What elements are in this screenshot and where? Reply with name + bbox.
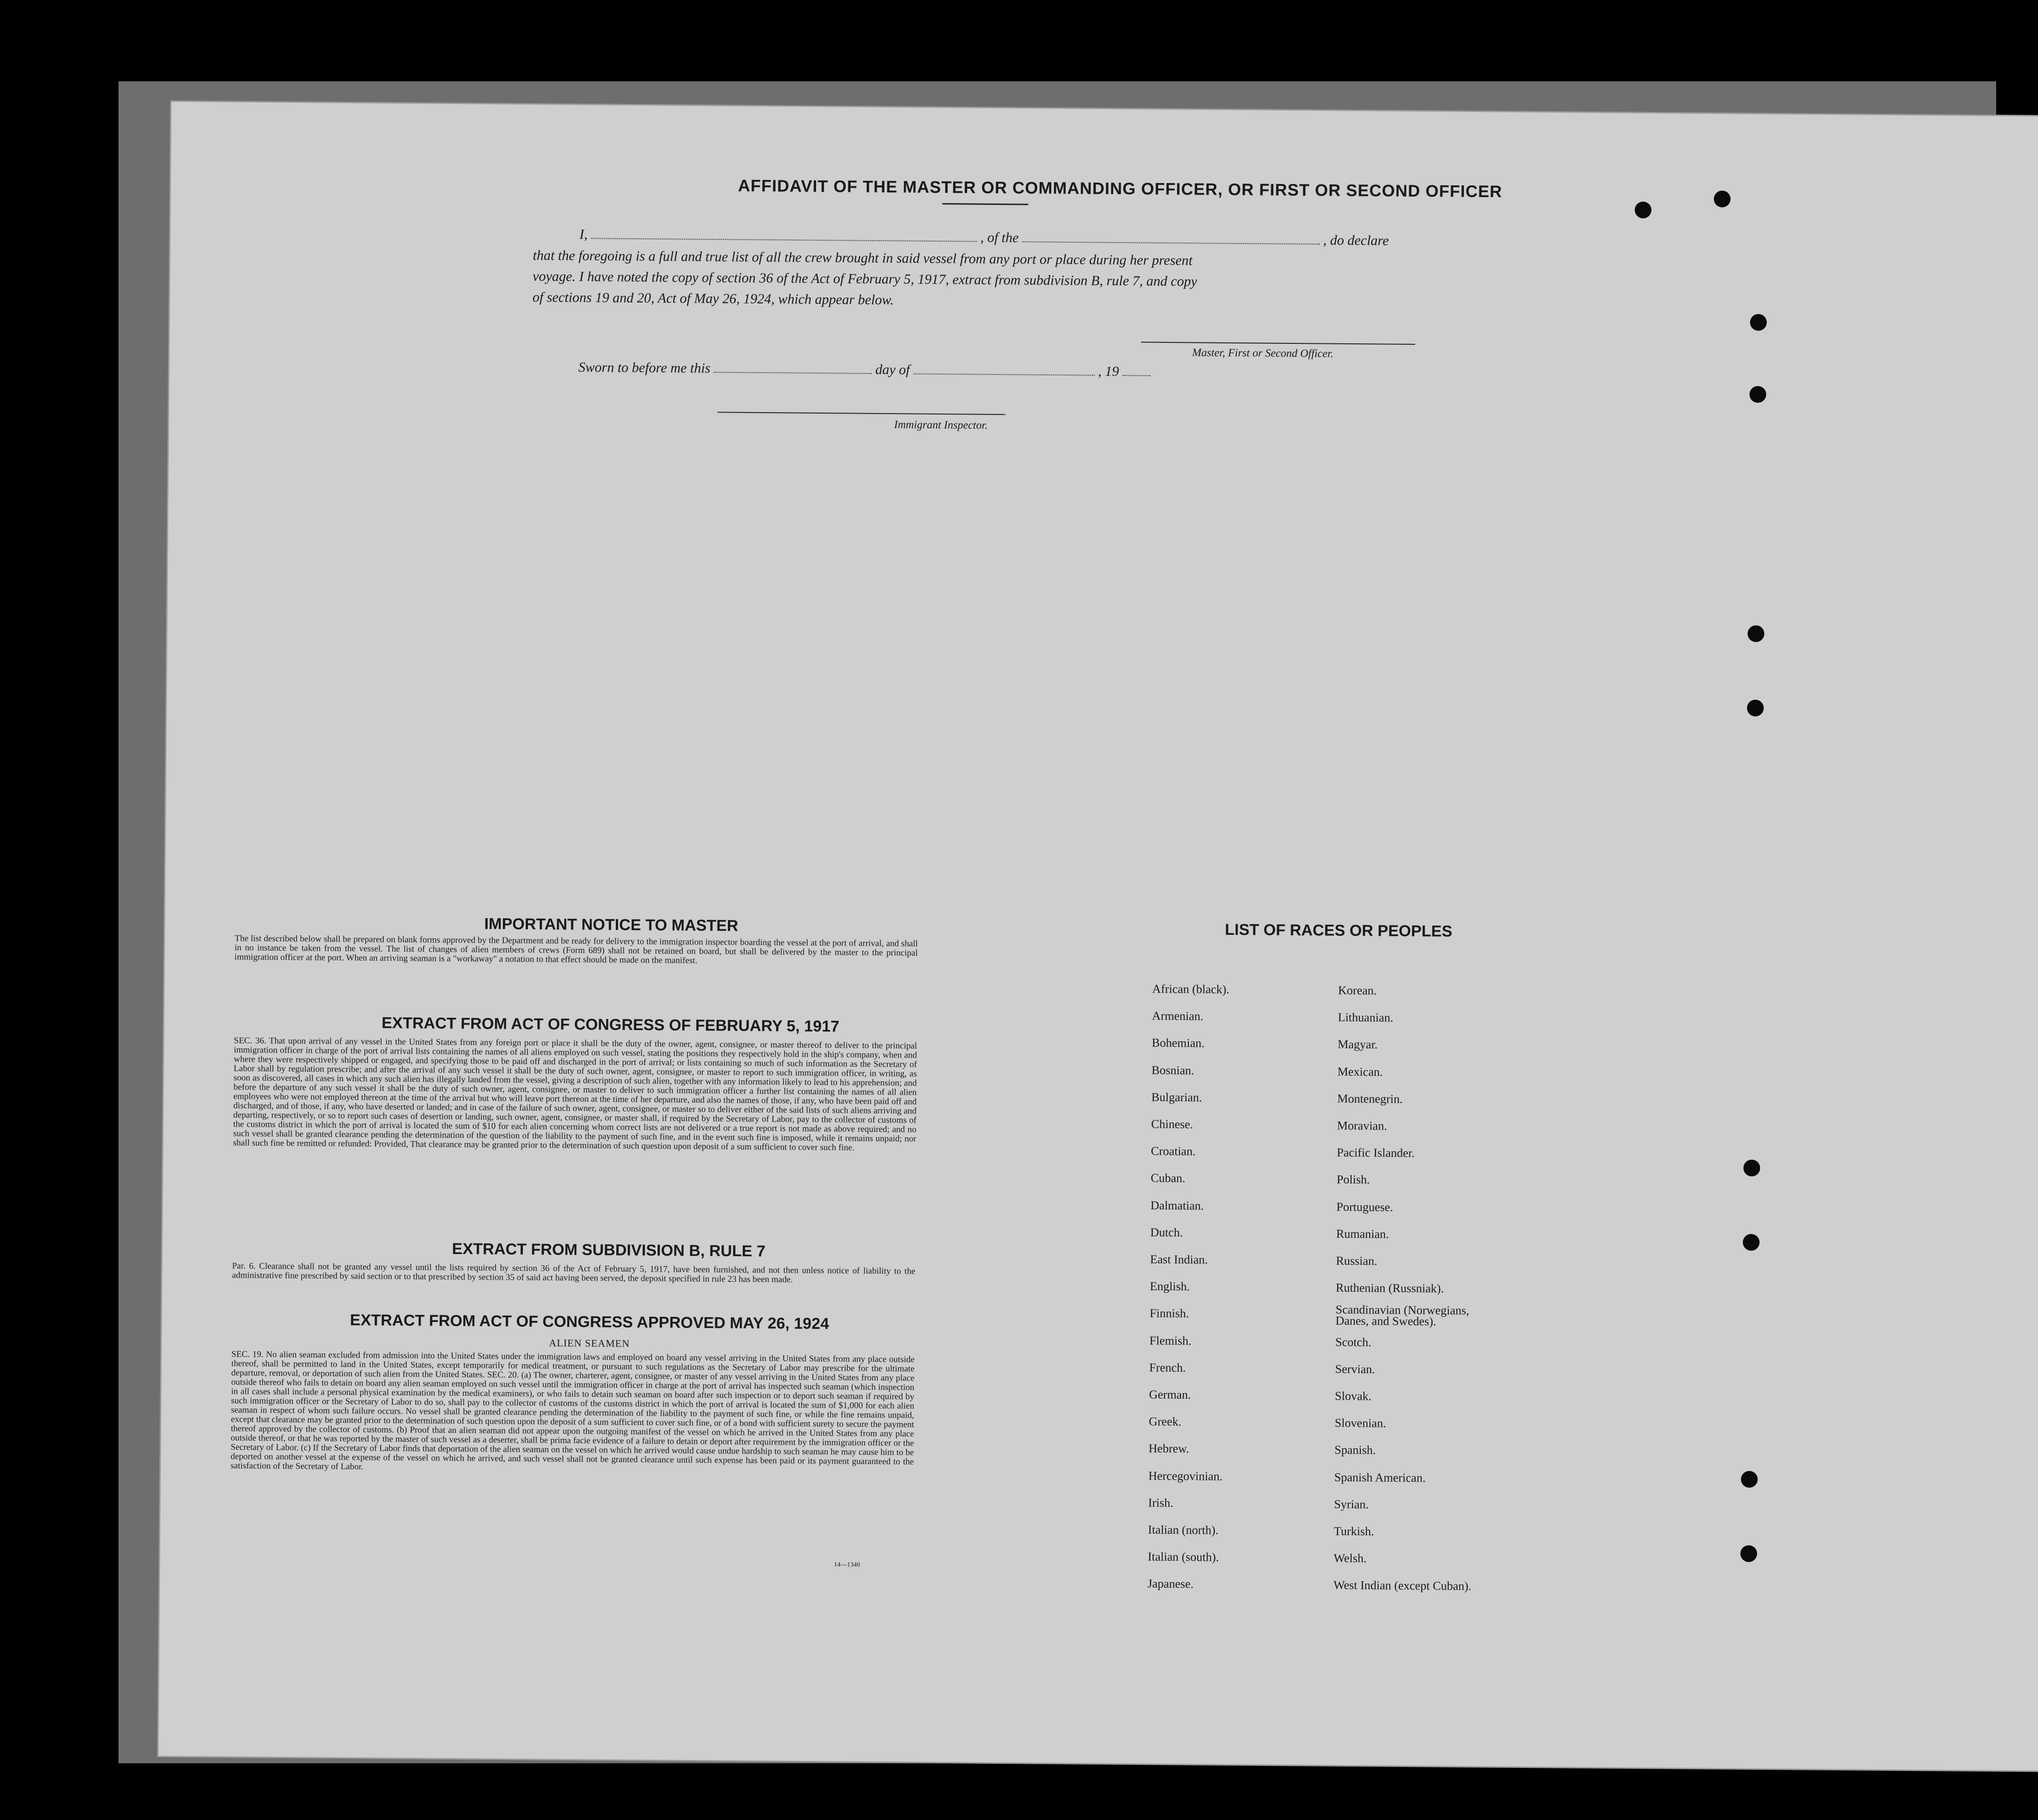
sworn-month-blank[interactable]	[913, 374, 1095, 376]
form-number: 14—1340	[834, 1561, 860, 1569]
master-signature-line[interactable]	[1141, 342, 1415, 345]
extract-1924-body: SEC. 19. No alien seaman excluded from admission into the United States under the immigration laws and employed on board any vessel arriving in the United States from any place outside thereof, shall be permitted to land in the United States, except temporarily for medical treatment, or pursuant to such regulations as the Secretary of Labor may prescribe for the ultimate departure, removal, or deportation of such alien from the United States. SEC. 20. (a) The owner, charterer, agent, consignee, or master of any vessel arriving in the United States from any place outside thereof who fails to detain on board any alien seaman employed on such vessel until the immigration officer in charge at the port of arrival has inspected such seaman (which inspection in all cases shall include a personal physical examination by the medical examiners), or who fails to detain such seaman on board after such inspection or to deport such seaman if required by such immigration officer or the Secretary of Labor to do so, shall pay to the collector of customs of the customs district in which the port of arrival is located the sum of $1,000 for each alien seaman in respect of whom such failure occurs. No vessel shall be granted clearance pending the determination of the liability to the payment of such fine, or while the fine remains unpaid, except that clearance may be granted prior to the determination of such question upon the deposit of a sum sufficient to cover such fine, or of a bond with sufficient surety to secure the payment thereof approved by the collector of customs. (b) Proof that an alien seaman did not appear upon the outgoing manifest of the vessel on which he arrived in the United States from any place outside thereof, or that he was reported by the master of such vessel as a deserter, shall be prima facie evidence of a failure to detain or deport after requirement by the immigration officer or the Secretary of Labor. (c) If the Secretary of Labor finds that deportation of the alien seaman on the vessel on which he arrived would cause undue hardship to such seaman he may cause him to be deported on another vessel at the expense of the vessel on which he arrived, and such vessel shall not be granted clearance until such expense has been paid or its payment guaranteed to the satisfaction of the Secretary of Labor.	[230, 1349, 915, 1472]
notice-body: The list described below shall be prepared on blank forms approved by the Department and be ready for delivery to the immigration inspector boarding the vessel at the port of arrival, and shall in no instance be taken from the vessel. The list of changes of alien members of crews (Form 689) shall not be retained on board, but shall be delivered by the master to the principal immigration officer at the port. When an arriving seaman is a "workaway" a notation to that effect should be made on the manifest.	[234, 933, 918, 966]
race-entry: Moravian.	[1337, 1118, 1387, 1133]
inspector-signature-line[interactable]	[718, 412, 1006, 415]
document-page	[158, 102, 2038, 1771]
notice-title: IMPORTANT NOTICE TO MASTER	[484, 915, 739, 935]
race-entry: Irish.	[1148, 1496, 1174, 1510]
bleed-through-text	[470, 578, 1061, 601]
punch-hole	[1749, 386, 1766, 403]
race-entry: Italian (south).	[1148, 1550, 1219, 1564]
race-entry: Armenian.	[1152, 1009, 1204, 1023]
year-label: , 19	[1098, 363, 1119, 380]
race-entry: English.	[1149, 1279, 1190, 1294]
race-entry: Montenegrin.	[1337, 1091, 1403, 1106]
race-entry: Croatian.	[1151, 1144, 1196, 1158]
affidavit-title: AFFIDAVIT OF THE MASTER OR COMMANDING OFFICER, OR FIRST OR SECOND OFFICER	[738, 176, 1503, 201]
race-entry: Lithuanian.	[1338, 1010, 1393, 1025]
extract-1924-subtitle: ALIEN SEAMEN	[549, 1337, 630, 1349]
punch-hole	[1740, 1545, 1757, 1562]
race-entry: Hercegovinian.	[1148, 1469, 1223, 1483]
race-entry: Turkish.	[1333, 1524, 1374, 1538]
race-entry: West Indian (except Cuban).	[1333, 1578, 1471, 1593]
affidavit-declare-label: , do declare	[1323, 232, 1389, 249]
punch-hole	[1743, 1160, 1760, 1176]
race-entry: Pacific Islander.	[1337, 1145, 1415, 1160]
races-title: LIST OF RACES OR PEOPLES	[1225, 920, 1452, 940]
race-entry: Polish.	[1336, 1173, 1370, 1187]
race-entry: Dutch.	[1150, 1225, 1183, 1239]
race-entry: Spanish American.	[1334, 1470, 1426, 1485]
affidavit-i-label: I,	[579, 226, 588, 243]
affidavit-line-3: voyage. I have noted the copy of section 36 of the Act of February 5, 1917, extract from subdivision B, rule 7, and copy	[532, 269, 1197, 289]
race-entry: Korean.	[1338, 983, 1377, 998]
race-entry: Mexican.	[1337, 1064, 1383, 1079]
extract-1924-title: EXTRACT FROM ACT OF CONGRESS APPROVED MAY 26, 1924	[350, 1311, 830, 1333]
race-entry: Cuban.	[1150, 1171, 1186, 1185]
sworn-line	[578, 360, 1150, 380]
sworn-day-blank[interactable]	[714, 372, 872, 374]
race-entry: Bulgarian.	[1151, 1090, 1202, 1104]
race-entry: Hebrew.	[1148, 1442, 1189, 1456]
title-underline	[942, 203, 1028, 205]
race-entry: Portuguese.	[1336, 1200, 1393, 1214]
race-entry: Bohemian.	[1152, 1036, 1205, 1050]
race-entry: Ruthenian (Russniak).	[1335, 1281, 1444, 1295]
affidavit-of-label: , of the	[980, 230, 1019, 246]
punch-hole	[1635, 202, 1651, 218]
race-entry: Welsh.	[1333, 1551, 1367, 1565]
race-entry: African (black).	[1152, 982, 1230, 996]
race-entry: Greek.	[1148, 1414, 1181, 1429]
punch-hole	[1741, 1471, 1758, 1488]
race-entry: Dalmatian.	[1150, 1198, 1204, 1213]
race-entry: Scandinavian (Norwegians, Danes, and Swedes).	[1335, 1303, 1470, 1328]
race-entry: Servian.	[1335, 1362, 1375, 1376]
race-entry: Flemish.	[1149, 1334, 1192, 1347]
race-entry: Russian.	[1336, 1254, 1378, 1268]
master-signature-label: Master, First or Second Officer.	[1192, 347, 1333, 360]
race-entry: Rumanian.	[1336, 1227, 1389, 1241]
day-of-label: day of	[875, 361, 910, 378]
vessel-name-blank[interactable]	[1022, 241, 1319, 244]
race-entry: Japanese.	[1147, 1577, 1194, 1591]
race-entry: Bosnian.	[1151, 1063, 1194, 1077]
race-entry: Scotch.	[1335, 1335, 1372, 1349]
extract-1917-title: EXTRACT FROM ACT OF CONGRESS OF FEBRUARY 5, 1917	[381, 1014, 840, 1036]
sworn-label: Sworn to before me this	[578, 359, 711, 376]
race-entry: Magyar.	[1338, 1038, 1378, 1051]
race-entry: Syrian.	[1334, 1497, 1369, 1511]
race-entry: Spanish.	[1334, 1443, 1376, 1457]
affidavit-line-2: that the foregoing is a full and true list of all the crew brought in said vessel from any port or place during her present	[533, 248, 1193, 269]
punch-hole	[1748, 625, 1764, 642]
extract-1917-body: SEC. 36. That upon arrival of any vessel in the United States from any foreign port or place it shall be the duty of the owner, agent, consignee, or master thereof to deliver to the principal immigration officer in charge of the port of arrival lists containing the names of all aliens employed on such vessel, stating the positions they respectively hold in the ship's company, when and where they were respectively shipped or engaged, and specifying those to be paid off and discharged in the port of arrival; or lists containing so much of such information as the Secretary of Labor shall by regulation prescribe; and after the arrival of any such vessel it shall be the duty of such owner, agent, consignee, or master to report to such immigration officer, in writing, as soon as discovered, all cases in which any such alien has illegally landed from the vessel, giving a description of such alien, together with any information likely to lead to his apprehension; and before the departure of any such vessel it shall be the duty of such owner, agent, consignee, or master to deliver to such immigration officer a further list containing the names of all alien employees who were not employed thereon at the time of the arrival but who will leave port thereon at the time of her departure, and also the names of those, if any, who have been paid off and discharged, and of those, if any, who have deserted or landed; and in case of the failure of such owner, agent, consignee, or master so to deliver either of the said lists of such aliens arriving and departing, respectively, or so to report such cases of desertion or landing, such owner, agent, consignee, or master shall, if required by the Secretary of Labor, pay to the collector of customs of the customs district in which the port of arrival is located the sum of $10 for each alien concerning whom correct lists are not delivered or a true report is not made as above required; and no such vessel shall be granted clearance pending the determination of the question of the liability to the payment of such fine, and in the event such fine is imposed, while it remains unpaid; nor shall such fine be remitted or refunded: Provided, That clearance may be granted prior to the determination of such question upon deposit of a sum sufficient to cover such fine.	[233, 1036, 917, 1153]
affidavit-line-1	[580, 227, 1389, 249]
race-entry: German.	[1149, 1387, 1191, 1402]
sworn-year-blank[interactable]	[1122, 375, 1150, 376]
race-entry: Finnish.	[1149, 1307, 1189, 1321]
master-name-blank[interactable]	[591, 238, 977, 242]
race-entry: East Indian.	[1150, 1252, 1208, 1267]
punch-hole	[1747, 700, 1764, 716]
punch-hole	[1750, 314, 1767, 331]
race-entry: French.	[1149, 1360, 1186, 1375]
race-entry: Chinese.	[1151, 1117, 1194, 1131]
inspector-label: Immigrant Inspector.	[894, 419, 988, 432]
affidavit-line-4: of sections 19 and 20, Act of May 26, 1924, which appear below.	[532, 289, 894, 308]
race-entry: Slovenian.	[1334, 1416, 1386, 1430]
punch-hole	[1743, 1234, 1760, 1251]
races-list	[1147, 982, 1598, 1593]
extract-rule7-body: Par. 6. Clearance shall not be granted any vessel until the lists required by section 36 of the Act of February 5, 1917, have been furnished, and not then unless notice of liability to the administrative fine prescribed by said section or to that prescribed by section 35 of said act having been served, the deposit specified in rule 23 has been made.	[232, 1261, 916, 1285]
race-entry: Italian (north).	[1148, 1523, 1219, 1537]
extract-rule7-title: EXTRACT FROM SUBDIVISION B, RULE 7	[452, 1240, 765, 1261]
race-entry: Slovak.	[1335, 1389, 1372, 1403]
